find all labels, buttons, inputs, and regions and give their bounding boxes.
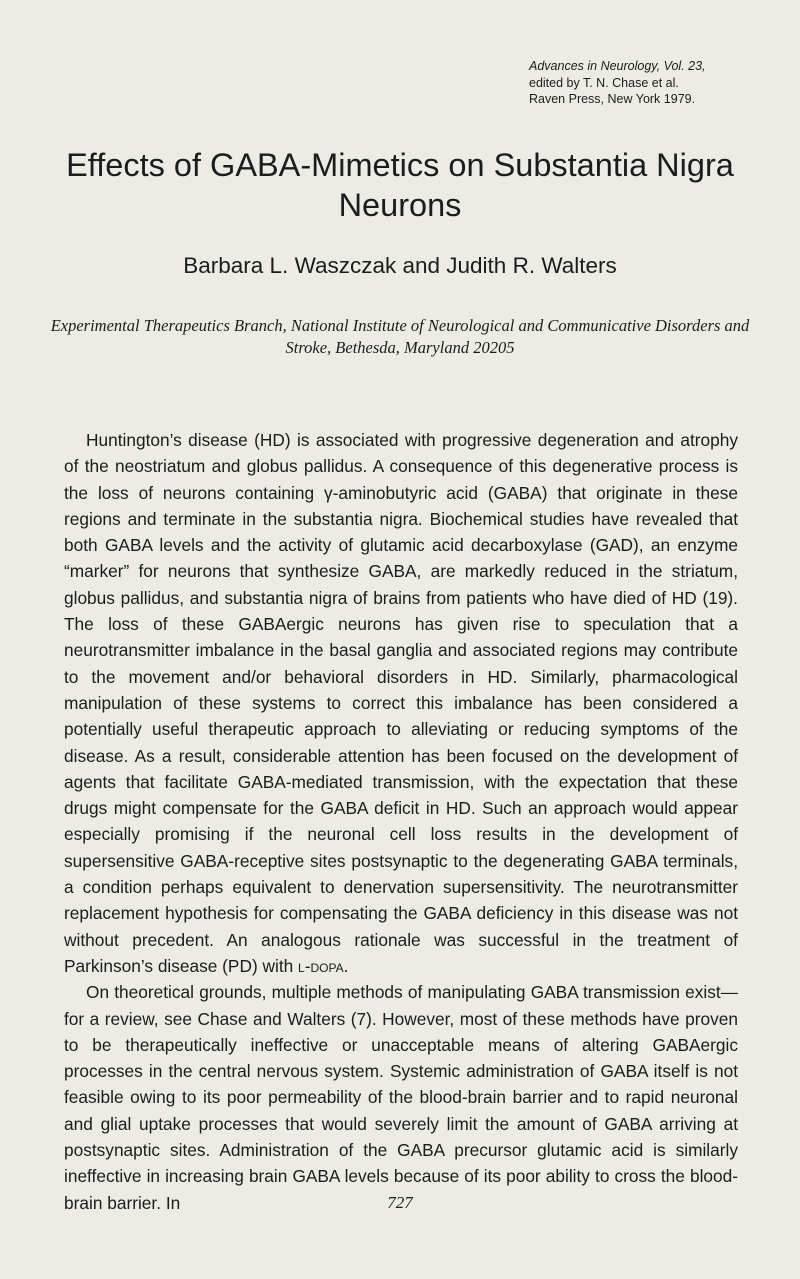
body-paragraph bbox=[64, 427, 738, 979]
article-title: Effects of GABA-Mimetics on Substantia Nigra Neurons bbox=[66, 147, 734, 223]
author-affiliation: Experimental Therapeutics Branch, National Institute of Neurological and Communicative Disorders and Stroke, Bethesda, Maryland 20205 bbox=[50, 316, 750, 357]
paragraph-text: Huntington’s disease (HD) is associated with progressive degeneration and atrophy of the neostriatum and globus pallidus. A consequence of this degenerative process is the loss of neurons containing γ-aminobutyric acid (GABA) that originate in these regions and terminate in the substantia nigra. Biochemical studies have revealed that both GABA levels and the activity of glutamic acid decarboxylase (GAD), an enzyme “marker” for neurons that synthesize GABA, are markedly reduced in the striatum, globus pallidus, and substantia nigra of brains from patients who have died of HD (19). The loss of these GABAergic neurons has given rise to speculation that a neurotransmitter imbalance in the basal ganglia and associated regions may contribute to the movement and/or behavioral disorders in HD. Similarly, pharmacological manipulation of these systems to correct this imbalance has been considered a potentially useful therapeutic approach to alleviating or reducing symptoms of the disease. As a result, considerable attention has been focused on the development of agents that facilitate GABA-mediated transmission, with the expectation that these drugs might compensate for the GABA deficit in HD. Such an approach would appear especially promising if the neuronal cell loss results in the development of supersensitive GABA-receptive sites postsynaptic to the degenerating GABA terminals, a condition perhaps equivalent to denervation supersensitivity. The neurotransmitter replacement hypothesis for compensating the GABA deficiency in this disease was not without precedent. An analogous rationale was successful in the treatment of Parkinson’s disease (PD) with bbox=[64, 430, 738, 976]
article-authors: Barbara L. Waszczak and Judith R. Walters bbox=[183, 253, 617, 278]
drug-name: l-dopa bbox=[298, 955, 344, 976]
citation-journal: Advances in Neurology, Vol. 23, bbox=[529, 59, 706, 73]
article-body bbox=[64, 427, 738, 1216]
citation-publisher: Raven Press, New York 1979. bbox=[529, 92, 696, 106]
paragraph-end: . bbox=[343, 955, 349, 976]
citation-block bbox=[529, 58, 729, 108]
citation-editors: edited by T. N. Chase et al. bbox=[529, 75, 679, 90]
body-paragraph: On theoretical grounds, multiple methods of manipulating GABA transmission exist—for a review, see Chase and Walters (7). However, most of these methods have proven to be therapeutically ineffective or unacceptable means of altering GABAergic processes in the central nervous system. Systemic administration of GABA itself is not feasible owing to its poor permeability of the blood-brain barrier and to rapid neuronal and glial uptake processes that would severely limit the amount of GABA arriving at postsynaptic sites. Administration of the GABA precursor glutamic acid is similarly ineffective in increasing brain GABA levels because of its poor ability to cross the blood-brain barrier. In bbox=[64, 982, 738, 1213]
page-number: 727 bbox=[387, 1193, 413, 1212]
